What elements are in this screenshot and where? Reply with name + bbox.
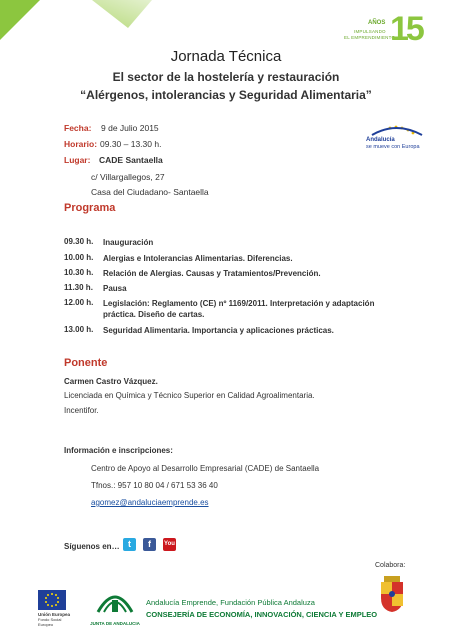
programa-item-time: 10.00 h. [64, 253, 94, 262]
facebook-icon[interactable]: f [143, 538, 156, 551]
colabora-label: Colabora: [375, 562, 406, 569]
programa-item-text: Seguridad Alimentaria. Importancia y aplicaciones prácticas. [103, 326, 334, 335]
ponente-credentials: Licenciada en Química y Técnico Superior en Calidad Agroalimentaria. [64, 391, 315, 400]
page-subtitle-1: El sector de la hostelería y restauración [112, 70, 340, 84]
horario-label: Horario: [64, 139, 98, 149]
stars-icon [366, 121, 426, 137]
programa-item-time: 12.00 h. [64, 298, 94, 307]
corner-decoration-light [92, 0, 152, 28]
address-line-2: Casa del Ciudadano- Santaella [91, 187, 209, 197]
programa-item-text: Inauguración [103, 238, 154, 247]
junta-emblem-icon [90, 586, 140, 616]
coat-of-arms-logo [378, 576, 406, 612]
ponente-organization: Incentifor. [64, 406, 99, 415]
eu-label-1: Unión Europea [38, 612, 71, 617]
programa-item-text: Legislación: Reglamento (CE) nº 1169/2011. Interpretación y adaptación práctica. Diseño de cartas. [103, 299, 375, 319]
info-email-link[interactable]: agomez@andaluciaemprende.es [91, 498, 209, 507]
corner-decoration [0, 0, 40, 40]
twitter-icon[interactable]: t [123, 538, 136, 551]
info-phones: Tfnos.: 957 10 80 04 / 671 53 36 40 [91, 481, 218, 490]
programa-item-time: 13.00 h. [64, 325, 94, 334]
foundation-name: Andalucía Emprende, Fundación Pública Andaluza [146, 598, 315, 607]
ponente-heading: Ponente [64, 357, 108, 369]
social-label: Síguenos en… [64, 542, 120, 551]
horario-value: 09.30 – 13.30 h. [100, 139, 162, 149]
programa-item-text: Alergias e Intolerancias Alimentarias. Diferencias. [103, 254, 293, 263]
fecha-label: Fecha: [64, 123, 92, 133]
fecha-value: 9 de Julio 2015 [101, 123, 159, 133]
eu-label-2: Fondo Social Europeo [38, 617, 62, 627]
programa-item-time: 10.30 h. [64, 268, 94, 277]
shield-icon [378, 576, 406, 612]
brand-number: 15 [390, 10, 422, 48]
brand-tagline-1: IMPULSANDO [354, 29, 386, 34]
programa-item-text: Relación de Alergias. Causas y Tratamientos/Prevención. [103, 269, 321, 278]
andalucia-logo-line2: se mueve con Europa [366, 144, 420, 150]
programa-item-time: 11.30 h. [64, 283, 93, 292]
info-heading: Información e inscripciones: [64, 446, 173, 455]
lugar-value: CADE Santaella [99, 155, 163, 165]
andalucia-europa-logo [366, 121, 426, 155]
eu-logo [38, 590, 72, 626]
ponente-name: Carmen Castro Vázquez. [64, 377, 158, 386]
consejeria-name: CONSEJERÍA DE ECONOMÍA, INNOVACIÓN, CIENCIA Y EMPLEO [146, 610, 378, 619]
programa-item-time: 09.30 h. [64, 237, 94, 246]
info-center: Centro de Apoyo al Desarrollo Empresarial (CADE) de Santaella [91, 464, 320, 473]
youtube-icon[interactable]: You [163, 538, 176, 551]
junta-label: JUNTA DE ANDALUCIA [90, 621, 140, 626]
page-title: Jornada Técnica [170, 48, 282, 65]
address-line-1: c/ Villargallegos, 27 [91, 172, 165, 182]
programa-item-text: Pausa [103, 284, 127, 293]
page-subtitle-2: “Alérgenos, intolerancias y Seguridad Alimentaria” [80, 88, 372, 102]
junta-logo [90, 586, 140, 626]
programa-heading: Programa [64, 202, 116, 214]
eu-flag-icon [38, 590, 66, 610]
brand-tagline-2: EL EMPRENDIMIENTO [344, 35, 396, 40]
brand-logo [338, 10, 428, 50]
lugar-label: Lugar: [64, 155, 91, 165]
brand-years-label: AÑOS [368, 20, 386, 26]
andalucia-logo-line1: Andalucía [366, 137, 395, 143]
